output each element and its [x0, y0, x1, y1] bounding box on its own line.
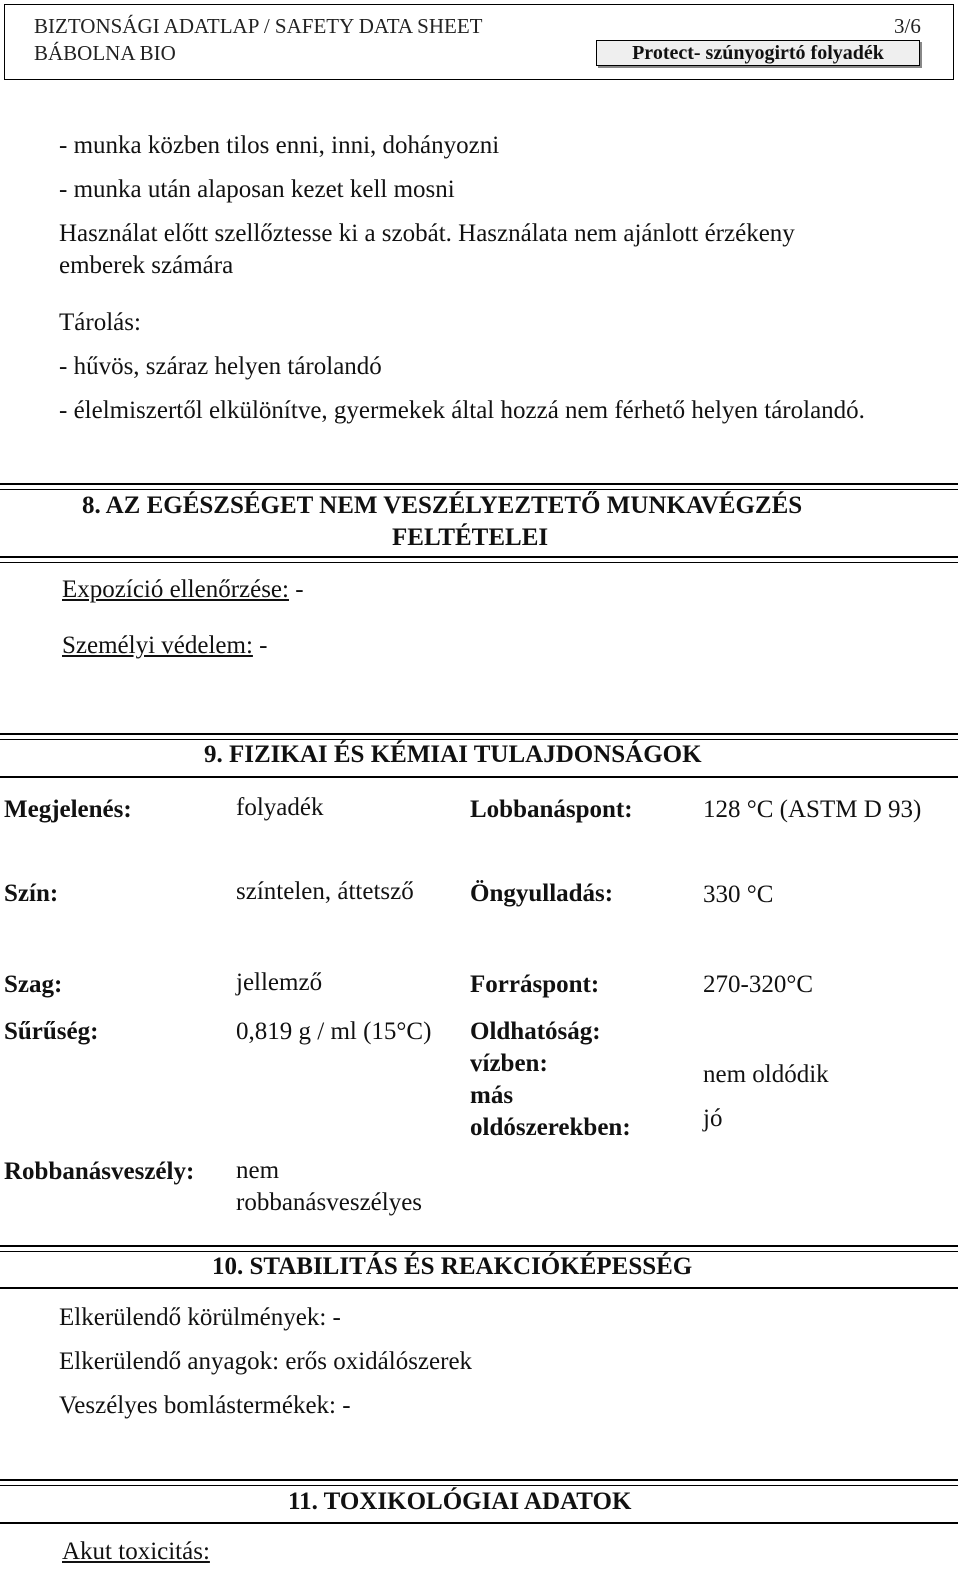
product-name-box: Protect- szúnyogirtó folyadék — [596, 40, 920, 66]
conditions-to-avoid: Elkerülendő körülmények: - — [59, 1304, 341, 1331]
section-9-rule-top — [0, 733, 958, 740]
autoignition-label: Öngyulladás: — [470, 880, 614, 907]
page-number: 3/6 — [894, 14, 921, 38]
handling-line-3b: emberek számára — [59, 252, 234, 279]
section-11-rule-bottom — [0, 1522, 958, 1524]
storage-label: Tárolás: — [59, 309, 141, 336]
section-8-rule-bottom — [0, 556, 958, 563]
personal-protection-value: - — [252, 632, 268, 659]
solubility-label: Oldhatóság: — [470, 1018, 601, 1045]
boiling-point-value: 270-320°C — [703, 971, 813, 998]
density-label: Sűrűség: — [4, 1018, 99, 1045]
explosion-hazard-value-line-2: robbanásveszélyes — [236, 1189, 423, 1216]
personal-protection-label: Személyi védelem: — [62, 632, 253, 659]
section-9-rule-bottom — [0, 776, 958, 778]
section-11-title: 11. TOXIKOLÓGIAI ADATOK — [288, 1488, 632, 1515]
odor-label: Szag: — [4, 971, 63, 998]
handling-line-3a: Használat előtt szellőztesse ki a szobát. Használata nem ajánlott érzékeny — [59, 220, 795, 247]
explosion-hazard-label: Robbanásveszély: — [4, 1158, 195, 1185]
flashpoint-value: 128 °C (ASTM D 93) — [703, 796, 922, 823]
exposure-control-label: Expozíció ellenőrzése: — [62, 576, 289, 603]
solubility-water-value: nem oldódik — [703, 1061, 829, 1088]
hazardous-decomposition: Veszélyes bomlástermékek: - — [59, 1392, 351, 1419]
section-10-rule-top — [0, 1245, 958, 1252]
section-10-rule-bottom — [0, 1287, 958, 1289]
color-value: színtelen, áttetsző — [236, 878, 414, 905]
appearance-value: folyadék — [236, 794, 324, 821]
exposure-control-value: - — [288, 576, 304, 603]
storage-line-1: - hűvös, száraz helyen tárolandó — [59, 353, 382, 380]
section-8-title-line-1: 8. AZ EGÉSZSÉGET NEM VESZÉLYEZTETŐ MUNKAVÉGZÉS — [82, 492, 803, 519]
explosion-hazard-value-line-1: nem — [236, 1157, 280, 1184]
handling-line-2: - munka után alaposan kezet kell mosni — [59, 176, 455, 203]
appearance-label: Megjelenés: — [4, 796, 132, 823]
materials-to-avoid: Elkerülendő anyagok: erős oxidálószerek — [59, 1348, 473, 1375]
exposure-control — [62, 576, 304, 604]
section-9-title: 9. FIZIKAI ÉS KÉMIAI TULAJDONSÁGOK — [204, 741, 702, 768]
odor-value: jellemző — [236, 969, 323, 996]
flashpoint-label: Lobbanáspont: — [470, 796, 633, 823]
section-11-rule-top — [0, 1479, 958, 1486]
solubility-water-label: vízben: — [470, 1050, 548, 1077]
handling-line-1: - munka közben tilos enni, inni, dohányozni — [59, 132, 500, 159]
storage-line-2: - élelmiszertől elkülönítve, gyermekek által hozzá nem férhető helyen tárolandó. — [59, 397, 865, 424]
section-8-rule-top — [0, 483, 958, 490]
boiling-point-label: Forráspont: — [470, 971, 600, 998]
personal-protection — [62, 632, 267, 660]
autoignition-value: 330 °C — [703, 881, 774, 908]
solubility-other-value: jó — [703, 1105, 723, 1132]
solubility-other-label-a: más — [470, 1082, 514, 1109]
density-value: 0,819 g / ml (15°C) — [236, 1018, 432, 1045]
acute-toxicity-label: Akut toxicitás: — [62, 1538, 210, 1565]
solubility-other-label-b: oldószerekben: — [470, 1114, 631, 1141]
section-8-title-line-2: FELTÉTELEI — [392, 524, 549, 551]
color-label: Szín: — [4, 880, 59, 907]
section-10-title: 10. STABILITÁS ÉS REAKCIÓKÉPESSÉG — [212, 1253, 693, 1280]
document-title: BIZTONSÁGI ADATLAP / SAFETY DATA SHEET — [34, 14, 483, 38]
company-name: BÁBOLNA BIO — [34, 41, 176, 65]
